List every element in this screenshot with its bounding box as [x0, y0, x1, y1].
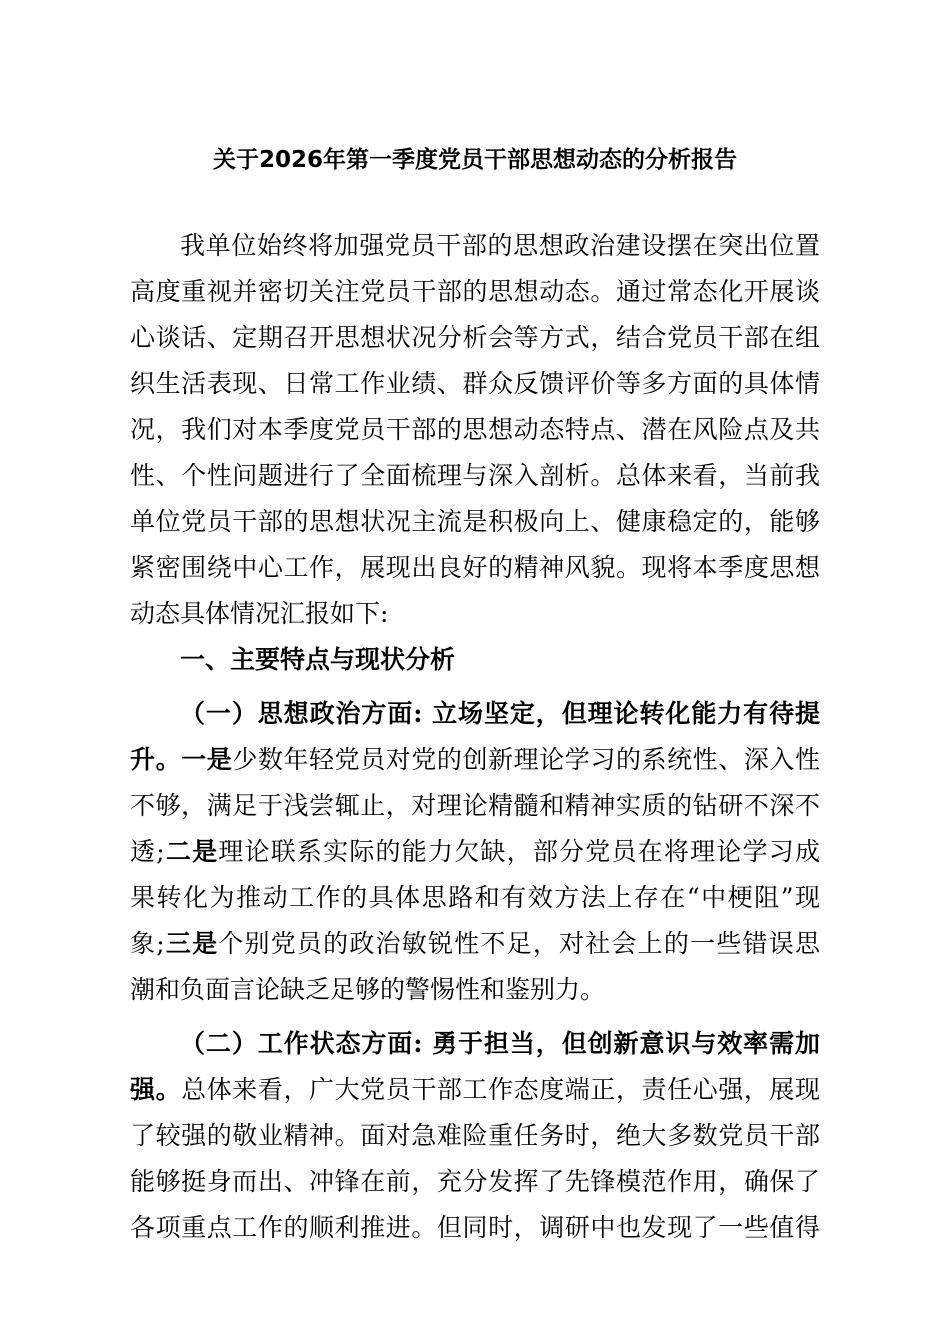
bold-lead: 二是: [164, 837, 219, 866]
section-heading: 一、主要特点与现状分析: [180, 645, 456, 674]
paragraph-line: [130, 1067, 820, 1113]
paragraph-line: [130, 921, 820, 967]
line-text: 理论联系实际的能力欠缺，部分党员在将理论学习成: [218, 837, 820, 866]
paragraph-line: 不够，满足于浅尝辄止，对理论精髓和精神实质的钻研不深不: [130, 791, 820, 820]
intro-line: 高度重视并密切关注党员干部的思想动态。通过常态化开展谈: [130, 277, 820, 306]
line-text: 象;: [130, 929, 165, 958]
line-text: 少数年轻党员对党的创新理论学习的系统性、深入性: [232, 745, 820, 774]
paragraph-line: [130, 737, 820, 783]
subsection-heading: （二）工作状态方面: 勇于担当，但创新意识与效率需加: [180, 1029, 820, 1058]
intro-line: 我单位始终将加强党员干部的思想政治建设摆在突出位置: [180, 231, 820, 260]
subsection-heading: （一）思想政治方面: 立场坚定，但理论转化能力有待提: [180, 699, 820, 728]
paragraph-line: 了较强的敬业精神。面对急难险重任务时，绝大多数党员干部: [130, 1121, 820, 1150]
intro-line: 心谈话、定期召开思想状况分析会等方式，结合党员干部在组: [130, 323, 820, 352]
intro-line: 动态具体情况汇报如下:: [130, 599, 389, 628]
paragraph-line: 果转化为推动工作的具体思路和有效方法上存在“中梗阻”现: [130, 883, 820, 912]
line-text: 个别党员的政治敏锐性不足，对社会上的一些错误思: [218, 929, 820, 958]
document-title: 关于2026年第一季度党员干部思想动态的分析报告: [212, 147, 737, 173]
line-text: 透;: [130, 837, 165, 866]
intro-line: 织生活表现、日常工作业绩、群众反馈评价等多方面的具体情: [130, 369, 820, 398]
bold-lead: 升。一是: [130, 745, 233, 774]
bold-lead: 三是: [164, 929, 219, 958]
paragraph-line: 潮和负面言论缺乏足够的警惕性和鉴别力。: [130, 975, 606, 1004]
paragraph-line: [130, 829, 820, 875]
intro-line: 紧密围绕中心工作，展现出良好的精神风貌。现将本季度思想: [130, 553, 820, 582]
intro-line: 况，我们对本季度党员干部的思想动态特点、潜在风险点及共: [130, 415, 820, 444]
bold-lead: 强。: [130, 1075, 182, 1104]
paragraph-line: 能够挺身而出、冲锋在前，充分发挥了先锋模范作用，确保了: [130, 1167, 820, 1196]
document-body: [130, 223, 820, 1251]
intro-line: 性、个性问题进行了全面梳理与深入剖析。总体来看，当前我: [130, 461, 820, 490]
line-text: 总体来看，广大党员干部工作态度端正，责任心强，展现: [181, 1075, 820, 1104]
intro-line: 单位党员干部的思想状况主流是积极向上、健康稳定的，能够: [130, 507, 820, 536]
paragraph-line: 各项重点工作的顺利推进。但同时，调研中也发现了一些值得: [130, 1213, 820, 1242]
